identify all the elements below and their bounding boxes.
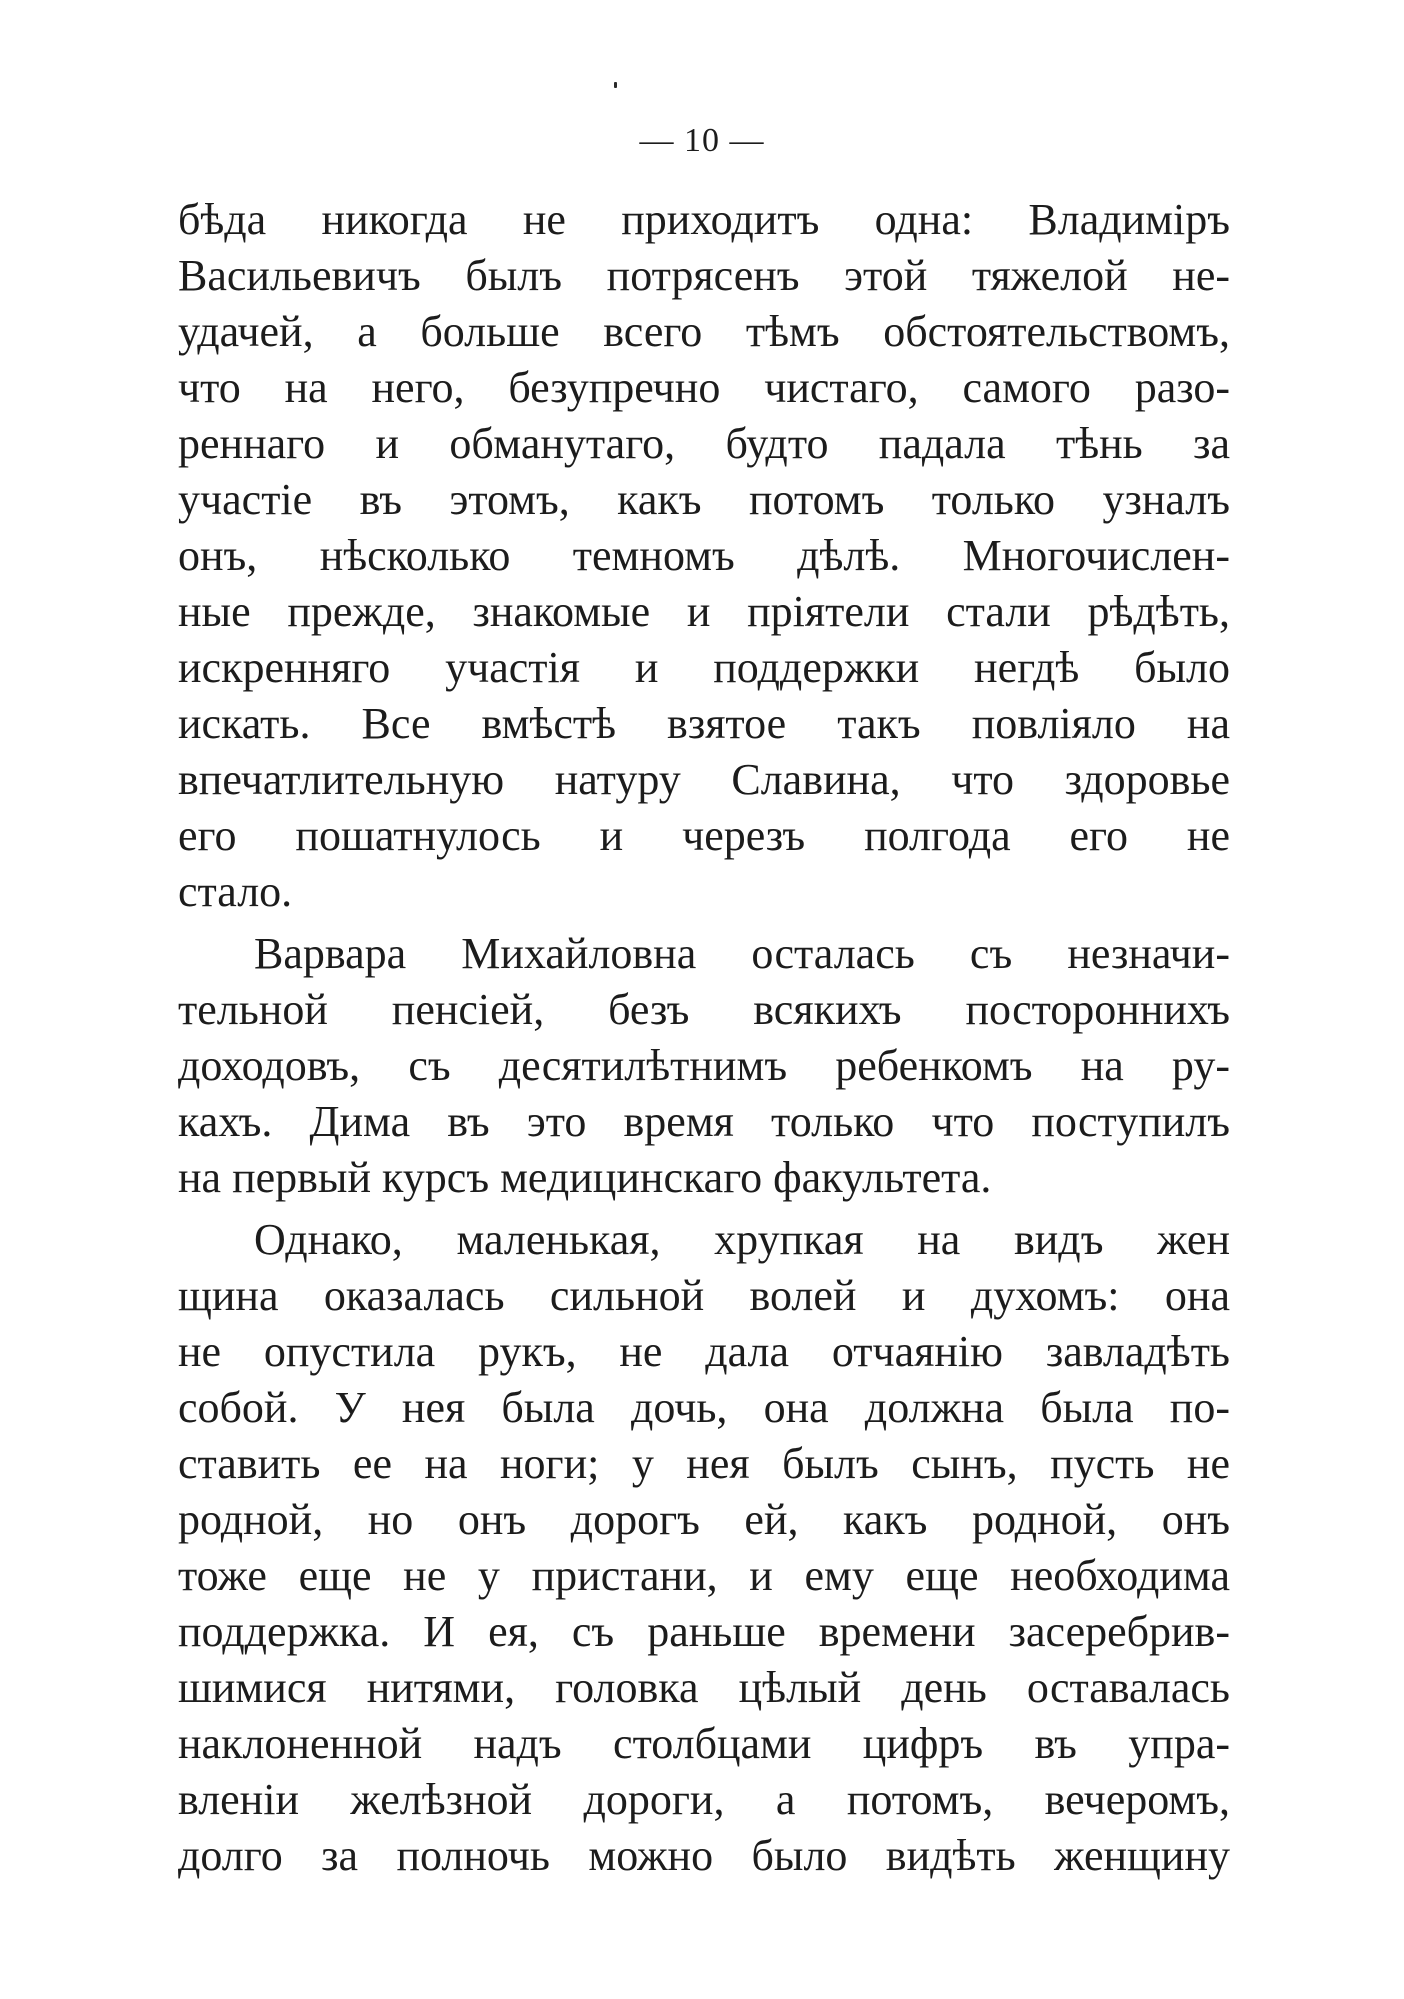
text-line: собой. У нея была дочь, она должна была по-	[178, 1383, 1230, 1432]
text-line: стало.	[178, 867, 293, 916]
text-line: родной, но онъ дорогъ ей, какъ родной, онъ	[178, 1495, 1230, 1544]
text-line: наклоненной надъ столбцами цифръ въ упра-	[178, 1719, 1230, 1768]
text-line: поддержка. И ея, съ раньше времени засеребрив-	[178, 1607, 1230, 1656]
paragraph-2	[178, 926, 1230, 1206]
text-line: тоже еще не у пристани, и ему еще необходима	[178, 1551, 1230, 1600]
text-line: ные прежде, знакомые и пріятели стали рѣдѣть,	[178, 587, 1230, 636]
text-line: реннаго и обманутаго, будто падала тѣнь за	[178, 419, 1230, 468]
text-line: Васильевичъ былъ потрясенъ этой тяжелой не-	[178, 251, 1230, 300]
body-text	[178, 192, 1230, 1884]
paragraph-1	[178, 192, 1230, 920]
text-line: впечатлительную натуру Славина, что здоровье	[178, 755, 1230, 804]
text-line: искренняго участія и поддержки негдѣ было	[178, 643, 1230, 692]
text-line: ставить ее на ноги; у нея былъ сынъ, пусть не	[178, 1439, 1230, 1488]
text-line: шимися нитями, головка цѣлый день оставалась	[178, 1663, 1230, 1712]
text-line: вленіи желѣзной дороги, а потомъ, вечеромъ,	[178, 1775, 1230, 1824]
text-line: кахъ. Дима въ это время только что поступилъ	[178, 1097, 1230, 1146]
text-line: доходовъ, съ десятилѣтнимъ ребенкомъ на ру-	[178, 1041, 1230, 1090]
text-line: не опустила рукъ, не дала отчаянію завладѣть	[178, 1327, 1230, 1376]
text-line: Однако, маленькая, хрупкая на видъ жен	[254, 1215, 1230, 1264]
paragraph-3	[178, 1212, 1230, 1884]
text-line: искать. Все вмѣстѣ взятое такъ повліяло на	[178, 699, 1230, 748]
text-line: участіе въ этомъ, какъ потомъ только узналъ	[178, 475, 1230, 524]
text-line: удачей, а больше всего тѣмъ обстоятельствомъ,	[178, 307, 1230, 356]
text-line: долго за полночь можно было видѣть женщину	[178, 1831, 1230, 1880]
text-line: его пошатнулось и черезъ полгода его не	[178, 811, 1230, 860]
text-line: тельной пенсіей, безъ всякихъ постороннихъ	[178, 985, 1230, 1034]
text-line: на первый курсъ медицинскаго факультета.	[178, 1153, 992, 1202]
page-number: — 10 —	[639, 122, 765, 159]
text-line: что на него, безупречно чистаго, самого разо-	[178, 363, 1230, 412]
text-line: щина оказалась сильной волей и духомъ: она	[178, 1271, 1230, 1320]
text-line: Варвара Михайловна осталась съ незначи-	[254, 929, 1230, 978]
text-line: бѣда никогда не приходитъ одна: Владиміръ	[178, 195, 1230, 244]
print-speck	[614, 82, 617, 88]
text-line: онъ, нѣсколько темномъ дѣлѣ. Многочислен-	[178, 531, 1230, 580]
